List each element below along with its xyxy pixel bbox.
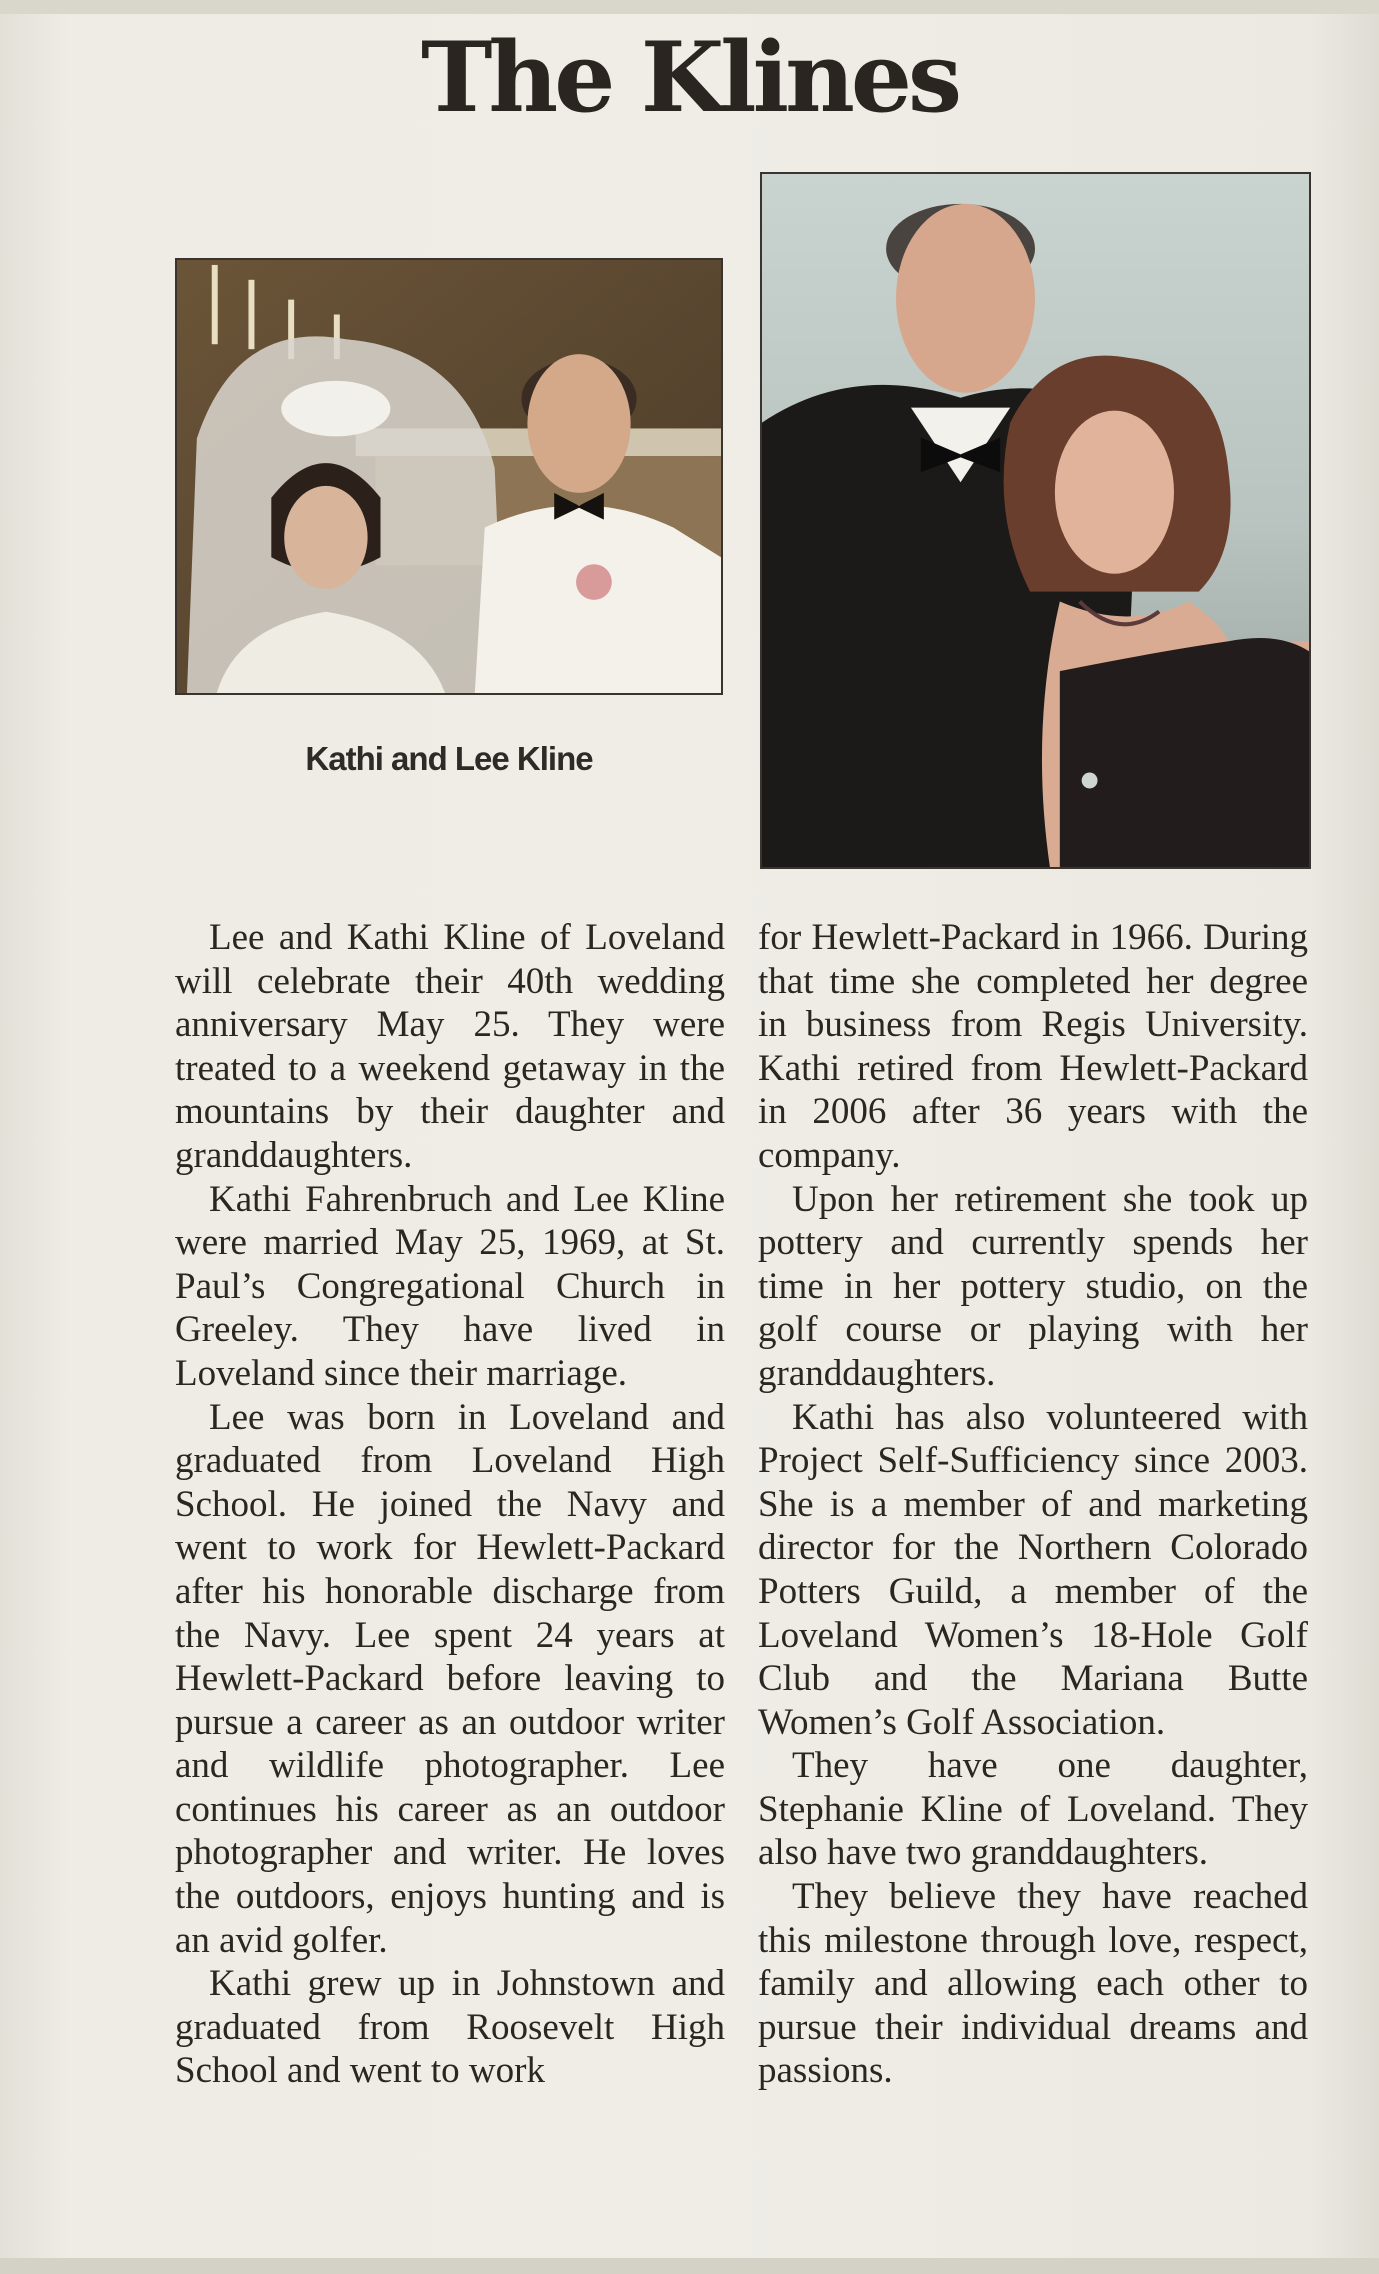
article-column-left bbox=[175, 916, 725, 2093]
wedding-photo bbox=[175, 258, 723, 695]
photo-caption: Kathi and Lee Kline bbox=[305, 740, 593, 777]
article-paragraph: Lee was born in Loveland and graduated from Loveland High School. He joined the Navy and went to work for Hewlett-Packard after his honorable discharge from the Navy. Lee spent 24 years at Hewlett-Packard before leaving to pursue a career as an outdoor writer and wildlife photographer. Lee continues his career as an outdoor photographer and writer. He loves the outdoors, enjoys hunting and is an avid golfer. bbox=[175, 1396, 725, 1961]
anniversary-photo-image bbox=[762, 174, 1309, 867]
article-paragraph: Lee and Kathi Kline of Loveland will celebrate their 40th wedding anniversary May 25. They were treated to a weekend getaway in the mountains by their daughter and granddaughters. bbox=[175, 917, 725, 1176]
article-paragraph: Kathi has also volunteered with Project Self-Sufficiency since 2003. She is a member of and marketing director for the Northern Colorado Potters Guild, a member of the Loveland Women’s 18-Hole Golf Club and the Mariana Butte Women’s Golf Association. bbox=[758, 1396, 1308, 1743]
wedding-photo-image bbox=[177, 260, 721, 693]
article-paragraph: Kathi grew up in Johnstown and graduated from Roosevelt High School and went to work bbox=[175, 1963, 725, 2092]
anniversary-photo bbox=[760, 172, 1311, 869]
clipping-bottom-edge bbox=[0, 2258, 1379, 2274]
article-paragraph: Kathi Fahrenbruch and Lee Kline were married May 25, 1969, at St. Paul’s Congregational Church in Greeley. They have lived in Loveland since their marriage. bbox=[175, 1178, 725, 1394]
headline: The Klines bbox=[420, 21, 959, 134]
clipping-top-edge bbox=[0, 0, 1379, 14]
article-paragraph: They believe they have reached this milestone through love, respect, family and allowing each other to pursue their individual dreams and passions. bbox=[758, 1876, 1308, 2092]
article-paragraph: for Hewlett-Packard in 1966. During that time she completed her degree in business from Regis University. Kathi retired from Hewlett-Packard in 2006 after 36 years with the company. bbox=[758, 917, 1308, 1176]
article-paragraph: They have one daughter, Stephanie Kline of Loveland. They also have two granddaughters. bbox=[758, 1745, 1308, 1874]
article-paragraph: Upon her retirement she took up pottery and currently spends her time in her pottery studio, on the golf course or playing with her granddaughters. bbox=[758, 1178, 1308, 1394]
article-column-right bbox=[758, 916, 1308, 2093]
